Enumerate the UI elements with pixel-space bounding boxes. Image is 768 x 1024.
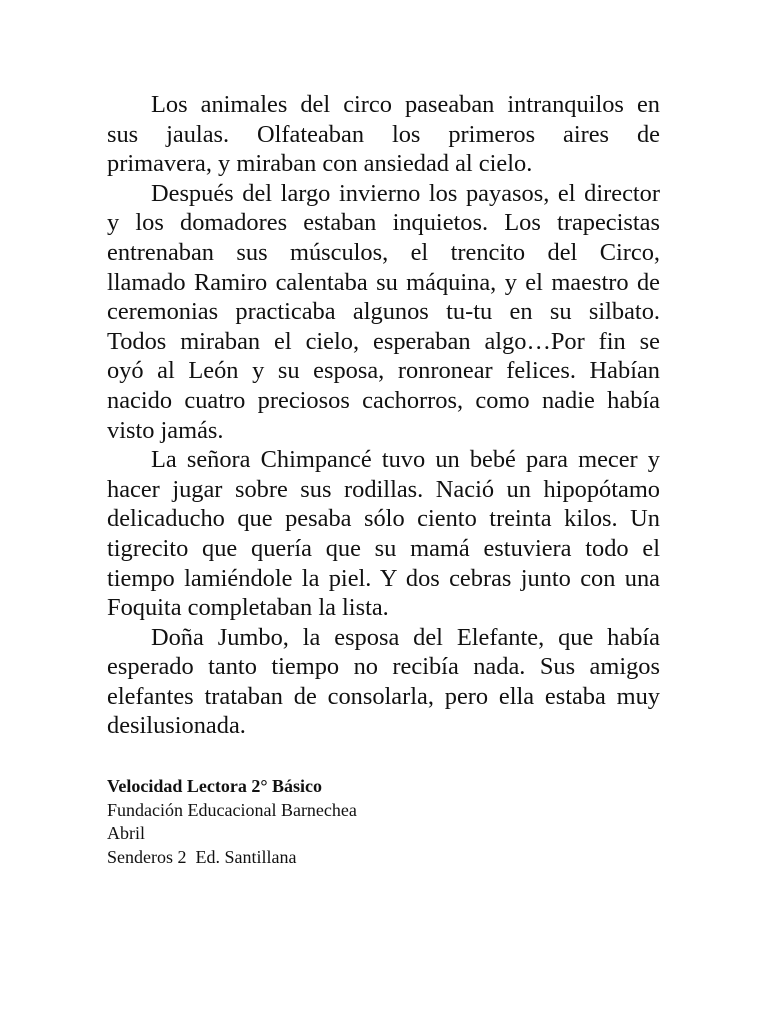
paragraph-line: llamado Ramiro calentaba su máquina, y el maestro de xyxy=(107,268,660,296)
paragraph-line: delicaducho que pesaba sólo ciento treinta kilos. Un xyxy=(107,505,660,533)
paragraph-line: Doña Jumbo, la esposa del Elefante, que había xyxy=(151,623,660,651)
paragraph-line: hacer jugar sobre sus rodillas. Nació un hipopótamo xyxy=(107,475,660,503)
paragraph-line: visto jamás. xyxy=(107,416,224,444)
paragraph-line: Todos miraban el cielo, esperaban algo…Por fin se xyxy=(107,327,660,355)
paragraph-line: primavera, y miraban con ansiedad al cielo. xyxy=(107,150,533,178)
paragraph-line: y los domadores estaban inquietos. Los trapecistas xyxy=(107,209,660,237)
paragraph-line: elefantes trataban de consolarla, pero ella estaba muy xyxy=(107,682,660,710)
footer-title: Velocidad Lectora 2° Básico xyxy=(107,776,323,796)
document-footer xyxy=(107,775,357,869)
paragraph-line: tiempo lamiéndole la piel. Y dos cebras junto con una xyxy=(107,564,660,592)
paragraph-line: nacido cuatro preciosos cachorros, como nadie había xyxy=(107,386,660,414)
paragraph-line: La señora Chimpancé tuvo un bebé para mecer y xyxy=(151,446,660,474)
paragraph-line: oyó al León y su esposa, ronronear felices. Habían xyxy=(107,357,660,385)
paragraph-line: esperado tanto tiempo no recibía nada. Sus amigos xyxy=(107,653,660,681)
paragraph-line: sus jaulas. Olfateaban los primeros aires de xyxy=(107,120,660,148)
story-text xyxy=(107,90,660,741)
paragraph-line: Los animales del circo paseaban intranquilos en xyxy=(151,91,660,118)
paragraph-2 xyxy=(107,179,660,445)
paragraph-1 xyxy=(107,90,660,179)
paragraph-line: entrenaban sus músculos, el trencito del Circo, xyxy=(107,238,660,266)
paragraph-line: Foquita completaban la lista. xyxy=(107,594,389,622)
paragraph-3 xyxy=(107,445,660,623)
paragraph-line: Después del largo invierno los payasos, el director xyxy=(151,179,660,207)
paragraph-4 xyxy=(107,623,660,741)
paragraph-line: ceremonias practicaba algunos tu-tu en su silbato. xyxy=(107,298,660,326)
footer-institution: Fundación Educacional Barnechea xyxy=(107,799,357,820)
footer-month: Abril xyxy=(107,823,145,843)
paragraph-line: tigrecito que quería que su mamá estuviera todo el xyxy=(107,534,660,562)
footer-source: Senderos 2 Ed. Santillana xyxy=(107,846,297,867)
paragraph-line: desilusionada. xyxy=(107,712,246,740)
